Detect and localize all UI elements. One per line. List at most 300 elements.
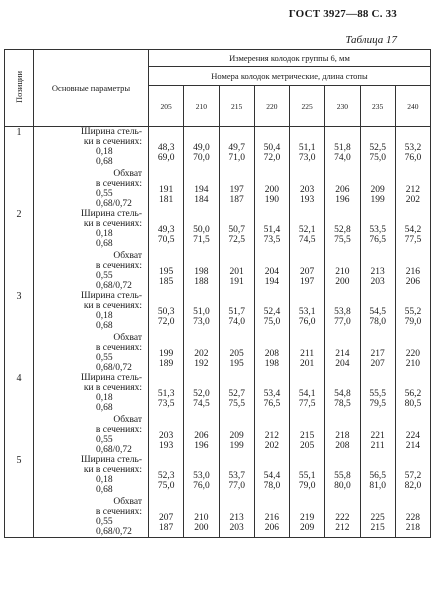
value: 51,7 [228, 306, 245, 317]
section-label: 0,55 [96, 352, 113, 363]
value-cell [360, 169, 395, 209]
value: 70,5 [157, 234, 175, 245]
position-number: 5 [16, 454, 22, 466]
parameter-cell [34, 415, 149, 455]
value: 214 [405, 440, 420, 451]
value: 50,4 [263, 143, 281, 153]
value: 191 [229, 276, 244, 287]
size-header: 210 [184, 86, 219, 127]
value-cell [325, 373, 360, 415]
value: 225 [370, 512, 385, 523]
value: 74,0 [228, 316, 245, 327]
value: 212 [335, 522, 350, 533]
value: 53,8 [334, 306, 351, 317]
parameter-cell [34, 497, 149, 538]
value: 210 [194, 512, 209, 523]
value: 196 [335, 194, 350, 205]
value: 181 [159, 194, 174, 205]
section-label: 0,18 [96, 228, 113, 239]
value: 197 [300, 276, 315, 287]
value-cell [395, 169, 430, 209]
value-cell [254, 373, 289, 415]
value: 71,0 [228, 153, 245, 163]
value-cell [395, 251, 430, 291]
value: 208 [335, 440, 350, 451]
value: 203 [159, 430, 174, 441]
parameter-cell [34, 455, 149, 497]
value: 202 [194, 348, 209, 359]
size-header: 220 [254, 86, 289, 127]
value: 201 [300, 358, 315, 369]
section-label: 0,68 [96, 402, 113, 413]
value-cell [254, 415, 289, 455]
value: 49,3 [157, 224, 175, 235]
value: 54,1 [298, 388, 316, 399]
value: 221 [370, 430, 385, 441]
value: 76,5 [263, 398, 281, 409]
value-cell [254, 333, 289, 373]
value-cell [360, 127, 395, 169]
value: 205 [300, 440, 315, 451]
value-cell [184, 333, 219, 373]
group-header: Измерения колодок группы 6, мм [149, 50, 431, 67]
section-label: 0,68/0,72 [96, 280, 132, 291]
parameter-title-line: Ширина стель- [81, 208, 142, 219]
parameter-cell [34, 127, 149, 169]
size-header: 240 [395, 86, 430, 127]
value: 80,5 [404, 398, 422, 409]
value-cell [149, 333, 184, 373]
position-number: 2 [16, 208, 22, 220]
section-label: 0,55 [96, 434, 113, 445]
value-cell [290, 415, 325, 455]
value: 206 [335, 184, 350, 195]
value: 57,2 [404, 470, 422, 481]
value-cell [325, 333, 360, 373]
value: 216 [264, 512, 279, 523]
col-number-header-text: Позиции [14, 70, 24, 103]
parameter-title-line: Обхват [113, 414, 142, 425]
value: 200 [194, 522, 209, 533]
value-cell [219, 497, 254, 538]
value: 203 [370, 276, 385, 287]
value-cell [184, 291, 219, 333]
col-number-header [5, 50, 34, 127]
value-cell [325, 497, 360, 538]
section-label: 0,68 [96, 238, 113, 249]
value: 214 [335, 348, 350, 359]
size-header: 235 [360, 86, 395, 127]
value: 190 [264, 194, 279, 205]
value: 202 [264, 440, 279, 451]
value-cell [219, 127, 254, 169]
value: 51,3 [157, 388, 175, 399]
value: 184 [194, 194, 209, 205]
value: 52,8 [334, 224, 351, 235]
value: 206 [264, 522, 279, 533]
value-cell [325, 251, 360, 291]
section-label: 0,68 [96, 157, 113, 167]
table-row-width [5, 127, 431, 169]
value: 72,5 [228, 234, 245, 245]
section-label: 0,55 [96, 188, 113, 199]
value-cell [325, 415, 360, 455]
value-cell [360, 415, 395, 455]
value-cell [325, 209, 360, 251]
value: 55,2 [404, 306, 422, 317]
value: 196 [194, 440, 209, 451]
value: 49,0 [193, 143, 210, 153]
table-head [5, 50, 431, 127]
value: 192 [194, 358, 209, 369]
value: 198 [194, 266, 209, 277]
value: 213 [229, 512, 244, 523]
table-row-girth [5, 497, 431, 538]
value-cell [360, 251, 395, 291]
value: 55,5 [369, 388, 386, 399]
position-number-cell [5, 127, 34, 169]
value: 209 [300, 522, 315, 533]
value-cell [325, 127, 360, 169]
value: 72,0 [263, 153, 281, 163]
value: 209 [370, 184, 385, 195]
value: 195 [229, 358, 244, 369]
value: 194 [264, 276, 279, 287]
value: 200 [335, 276, 350, 287]
value: 191 [159, 184, 174, 195]
value: 206 [405, 276, 420, 287]
section-label: 0,18 [96, 310, 113, 321]
section-label: 0,68/0,72 [96, 362, 132, 373]
value: 76,5 [369, 234, 386, 245]
value-cell [184, 497, 219, 538]
value-cell [395, 373, 430, 415]
value: 220 [405, 348, 420, 359]
value-cell [184, 209, 219, 251]
position-number: 3 [16, 290, 22, 302]
parameter-title-line: Ширина стель- [81, 454, 142, 465]
col-param-header-text: Основные параметры [51, 82, 131, 93]
value: 218 [335, 430, 350, 441]
value: 77,5 [298, 398, 316, 409]
value: 55,1 [298, 470, 316, 481]
value-cell [360, 333, 395, 373]
parameter-title-line: в сечениях: [95, 424, 142, 435]
value-cell [254, 455, 289, 497]
value-cell [325, 291, 360, 333]
value-cell [219, 291, 254, 333]
value: 219 [300, 512, 315, 523]
value-cell [395, 497, 430, 538]
value-cell [149, 169, 184, 209]
value-cell [325, 455, 360, 497]
value: 52,0 [193, 388, 210, 399]
section-label: 0,18 [96, 474, 113, 485]
value-cell [149, 251, 184, 291]
value: 212 [405, 184, 420, 195]
value-cell [254, 209, 289, 251]
section-label: 0,68/0,72 [96, 444, 132, 455]
data-table [4, 49, 431, 538]
value: 74,5 [193, 398, 210, 409]
value-cell [219, 373, 254, 415]
value: 75,0 [263, 316, 281, 327]
value-cell [254, 169, 289, 209]
value: 193 [159, 440, 174, 451]
subgroup-header: Номера колодок метрические, длина стопы [149, 67, 431, 86]
value: 198 [264, 358, 279, 369]
value: 217 [370, 348, 385, 359]
parameter-title-line: ки в сечениях: [83, 382, 142, 393]
value-cell [149, 127, 184, 169]
size-header: 225 [290, 86, 325, 127]
position-number-cell [5, 209, 34, 251]
value: 203 [229, 522, 244, 533]
value: 50,7 [228, 224, 245, 235]
parameter-cell [34, 373, 149, 415]
value: 51,4 [263, 224, 281, 235]
document-title: ГОСТ 3927—88 С. 33 [288, 8, 397, 20]
position-number-cell [5, 169, 34, 209]
value: 222 [335, 512, 350, 523]
value: 189 [159, 358, 174, 369]
value: 77,0 [334, 316, 351, 327]
value-cell [219, 209, 254, 251]
value-cell [360, 497, 395, 538]
table-caption: Таблица 17 [345, 34, 397, 46]
value: 73,5 [157, 398, 175, 409]
value: 52,7 [228, 388, 245, 399]
position-number-cell [5, 415, 34, 455]
value: 52,1 [298, 224, 316, 235]
value-cell [290, 291, 325, 333]
value: 200 [264, 184, 279, 195]
value: 76,0 [193, 480, 210, 491]
value: 53,7 [228, 470, 245, 481]
value-cell [360, 373, 395, 415]
value: 80,0 [334, 480, 351, 491]
value: 53,5 [369, 224, 386, 235]
value-cell [290, 209, 325, 251]
table-body [5, 127, 431, 538]
parameter-title-line: в сечениях: [95, 506, 142, 517]
parameter-cell [34, 169, 149, 209]
value-cell [184, 415, 219, 455]
table-row-width [5, 455, 431, 497]
value: 50,3 [157, 306, 175, 317]
value-cell [290, 127, 325, 169]
value: 210 [405, 358, 420, 369]
value: 213 [370, 266, 385, 277]
value: 195 [159, 266, 174, 277]
parameter-title-line: Ширина стель- [81, 372, 142, 383]
value: 199 [159, 348, 174, 359]
value: 73,0 [193, 316, 210, 327]
value-cell [360, 291, 395, 333]
value-cell [395, 415, 430, 455]
section-label: 0,68 [96, 484, 113, 495]
value: 202 [405, 194, 420, 205]
value-cell [290, 497, 325, 538]
parameter-title-line: ки в сечениях: [83, 218, 142, 229]
table-row-width [5, 373, 431, 415]
position-number-cell [5, 455, 34, 497]
value: 81,0 [369, 480, 386, 491]
value-cell [395, 291, 430, 333]
table-row-girth [5, 251, 431, 291]
parameter-title-line: Ширина стель- [81, 290, 142, 301]
value: 199 [229, 440, 244, 451]
value: 203 [300, 184, 315, 195]
value: 204 [335, 358, 350, 369]
value: 73,0 [298, 153, 316, 163]
table-row-girth [5, 415, 431, 455]
parameter-title-line: Обхват [113, 250, 142, 261]
value: 207 [370, 358, 385, 369]
value: 228 [405, 512, 420, 523]
value: 210 [335, 266, 350, 277]
value: 199 [370, 194, 385, 205]
value: 70,0 [193, 153, 210, 163]
value: 215 [370, 522, 385, 533]
position-number-cell [5, 497, 34, 538]
value: 205 [229, 348, 244, 359]
value: 55,8 [334, 470, 351, 481]
value-cell [254, 497, 289, 538]
value: 73,5 [263, 234, 281, 245]
parameter-title-line: ки в сечениях: [83, 464, 142, 475]
value: 207 [300, 266, 315, 277]
value-cell [290, 373, 325, 415]
value-cell [184, 169, 219, 209]
value: 218 [405, 522, 420, 533]
value-cell [149, 497, 184, 538]
value-cell [184, 127, 219, 169]
value: 207 [159, 512, 174, 523]
section-label: 0,68/0,72 [96, 198, 132, 209]
table-row-width [5, 291, 431, 333]
value-cell [360, 455, 395, 497]
value-cell [395, 127, 430, 169]
parameter-title-line: в сечениях: [95, 342, 142, 353]
value: 204 [264, 266, 279, 277]
value: 185 [159, 276, 174, 287]
value-cell [395, 209, 430, 251]
position-number-cell [5, 373, 34, 415]
value: 193 [300, 194, 315, 205]
value: 53,1 [298, 306, 316, 317]
value-cell [219, 251, 254, 291]
value: 48,3 [157, 143, 175, 153]
value: 49,7 [228, 143, 245, 153]
value: 56,5 [369, 470, 386, 481]
value-cell [360, 209, 395, 251]
value-cell [149, 455, 184, 497]
section-label: 0,68/0,72 [96, 526, 132, 537]
value-cell [290, 455, 325, 497]
page-header [0, 6, 435, 22]
size-header: 230 [325, 86, 360, 127]
value: 74,0 [334, 153, 351, 163]
value: 208 [264, 348, 279, 359]
value: 54,4 [263, 470, 281, 481]
col-param-header [34, 50, 149, 127]
size-header: 215 [219, 86, 254, 127]
value-cell [290, 333, 325, 373]
value: 79,0 [404, 316, 422, 327]
parameter-title-line: Обхват [113, 332, 142, 343]
value: 216 [405, 266, 420, 277]
value: 75,0 [369, 153, 386, 163]
position-number: 1 [16, 127, 22, 138]
value: 52,4 [263, 306, 281, 317]
value: 71,5 [193, 234, 210, 245]
section-label: 0,18 [96, 392, 113, 403]
value: 54,5 [369, 306, 386, 317]
value: 201 [229, 266, 244, 277]
position-number-cell [5, 251, 34, 291]
section-label: 0,55 [96, 270, 113, 281]
value: 187 [229, 194, 244, 205]
value: 79,5 [369, 398, 386, 409]
parameter-title-line: ки в сечениях: [83, 137, 142, 147]
value-cell [184, 373, 219, 415]
value: 76,0 [298, 316, 316, 327]
section-label: 0,55 [96, 516, 113, 527]
value: 209 [229, 430, 244, 441]
value-cell [149, 373, 184, 415]
value: 53,0 [193, 470, 210, 481]
value-cell [149, 209, 184, 251]
value-cell [254, 291, 289, 333]
value: 52,3 [157, 470, 175, 481]
parameter-title-line: в сечениях: [95, 260, 142, 271]
value-cell [290, 169, 325, 209]
parameter-cell [34, 333, 149, 373]
size-header: 205 [149, 86, 184, 127]
value: 69,0 [157, 153, 175, 163]
parameter-title-line: Обхват [113, 168, 142, 179]
value: 82,0 [404, 480, 422, 491]
value: 76,0 [404, 153, 422, 163]
value: 79,0 [298, 480, 316, 491]
value-cell [219, 333, 254, 373]
value: 197 [229, 184, 244, 195]
value: 78,0 [263, 480, 281, 491]
value-cell [290, 251, 325, 291]
value-cell [325, 169, 360, 209]
value: 77,5 [404, 234, 422, 245]
value: 51,1 [298, 143, 316, 153]
value: 212 [264, 430, 279, 441]
table-row-girth [5, 333, 431, 373]
value-cell [254, 127, 289, 169]
value: 211 [300, 348, 315, 359]
parameter-cell [34, 291, 149, 333]
parameter-cell [34, 251, 149, 291]
value: 56,2 [404, 388, 422, 399]
parameter-cell [34, 209, 149, 251]
parameter-title-line: Ширина стель- [81, 127, 142, 137]
value: 224 [405, 430, 420, 441]
value: 54,2 [404, 224, 422, 235]
value-cell [184, 455, 219, 497]
value: 75,0 [157, 480, 175, 491]
value: 188 [194, 276, 209, 287]
value-cell [219, 415, 254, 455]
parameter-title-line: Обхват [113, 496, 142, 507]
value: 72,0 [157, 316, 175, 327]
